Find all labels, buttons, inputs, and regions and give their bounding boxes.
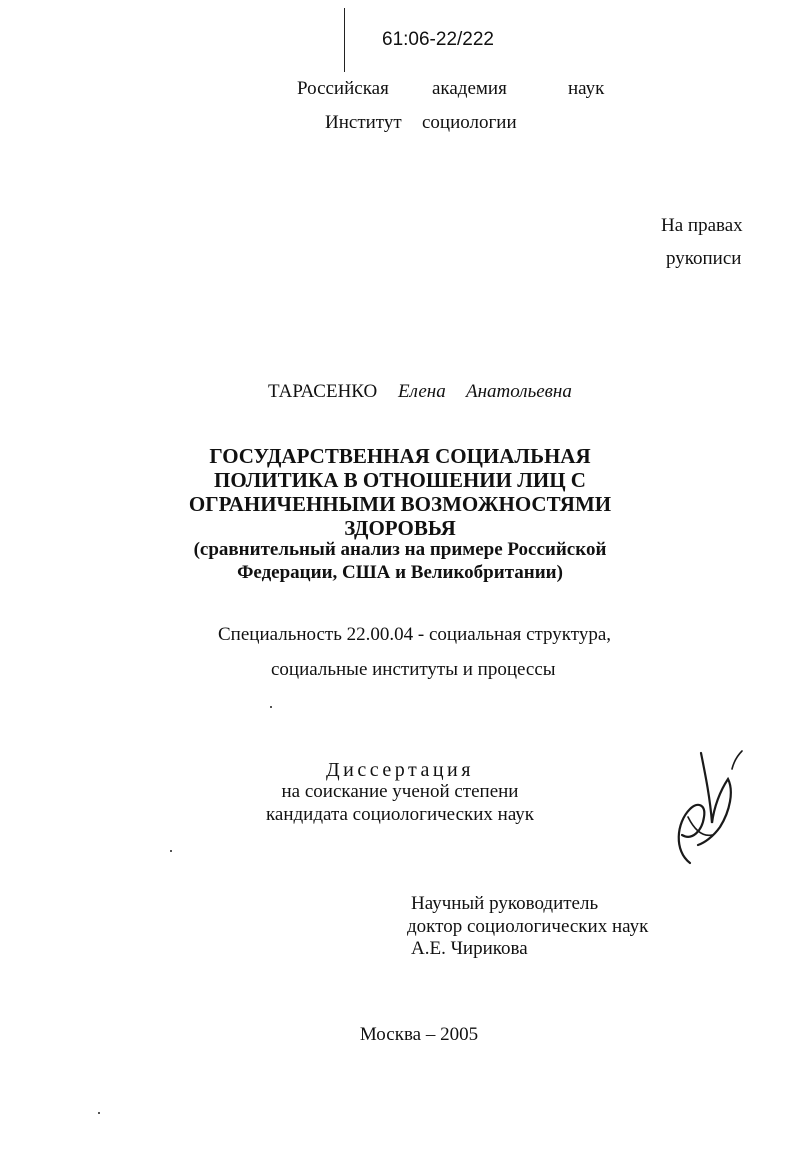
advisor-name: А.Е. Чирикова xyxy=(411,938,528,959)
rights-line-1: На правах xyxy=(661,215,743,236)
org-word-3: наук xyxy=(568,78,605,99)
institute-word-2: социологии xyxy=(422,112,517,133)
dissertation-line-1: на соискание ученой степени xyxy=(281,781,519,802)
speck xyxy=(170,850,172,852)
specialty-line-2: социальные институты и процессы xyxy=(271,659,556,680)
author-surname: ТАРАСЕНКО xyxy=(268,381,378,402)
title-line-4: ЗДОРОВЬЯ xyxy=(344,516,456,540)
city-year: Москва – 2005 xyxy=(359,1024,479,1045)
author-patronymic: Анатольевна xyxy=(466,381,572,402)
author-name: Елена xyxy=(398,381,446,402)
title-line-3: ОГРАНИЧЕННЫМИ ВОЗМОЖНОСТЯМИ xyxy=(188,492,612,516)
org-word-2: академия xyxy=(432,78,507,99)
margin-rule xyxy=(344,8,345,72)
subtitle-line-2: Федерации, США и Великобритании) xyxy=(237,562,563,583)
handwritten-signature xyxy=(668,745,758,870)
speck xyxy=(270,706,272,708)
advisor-degree: доктор социологических наук xyxy=(407,916,649,937)
specialty-line-1: Специальность 22.00.04 - социальная структура, xyxy=(218,624,612,645)
org-word-1: Российская xyxy=(297,78,389,99)
dissertation-line-2: кандидата социологических наук xyxy=(265,804,535,825)
rights-line-2: рукописи xyxy=(666,248,742,269)
title-line-2: ПОЛИТИКА В ОТНОШЕНИИ ЛИЦ С xyxy=(214,468,586,492)
document-code: 61:06-22/222 xyxy=(382,29,494,50)
title-line-1: ГОСУДАРСТВЕННАЯ СОЦИАЛЬНАЯ xyxy=(209,444,591,468)
subtitle-line-1: (сравнительный анализ на примере Российской xyxy=(193,539,607,560)
institute-word-1: Институт xyxy=(325,112,402,133)
dissertation-heading: Диссертация xyxy=(326,759,474,781)
advisor-role: Научный руководитель xyxy=(411,893,599,914)
speck xyxy=(98,1112,100,1114)
